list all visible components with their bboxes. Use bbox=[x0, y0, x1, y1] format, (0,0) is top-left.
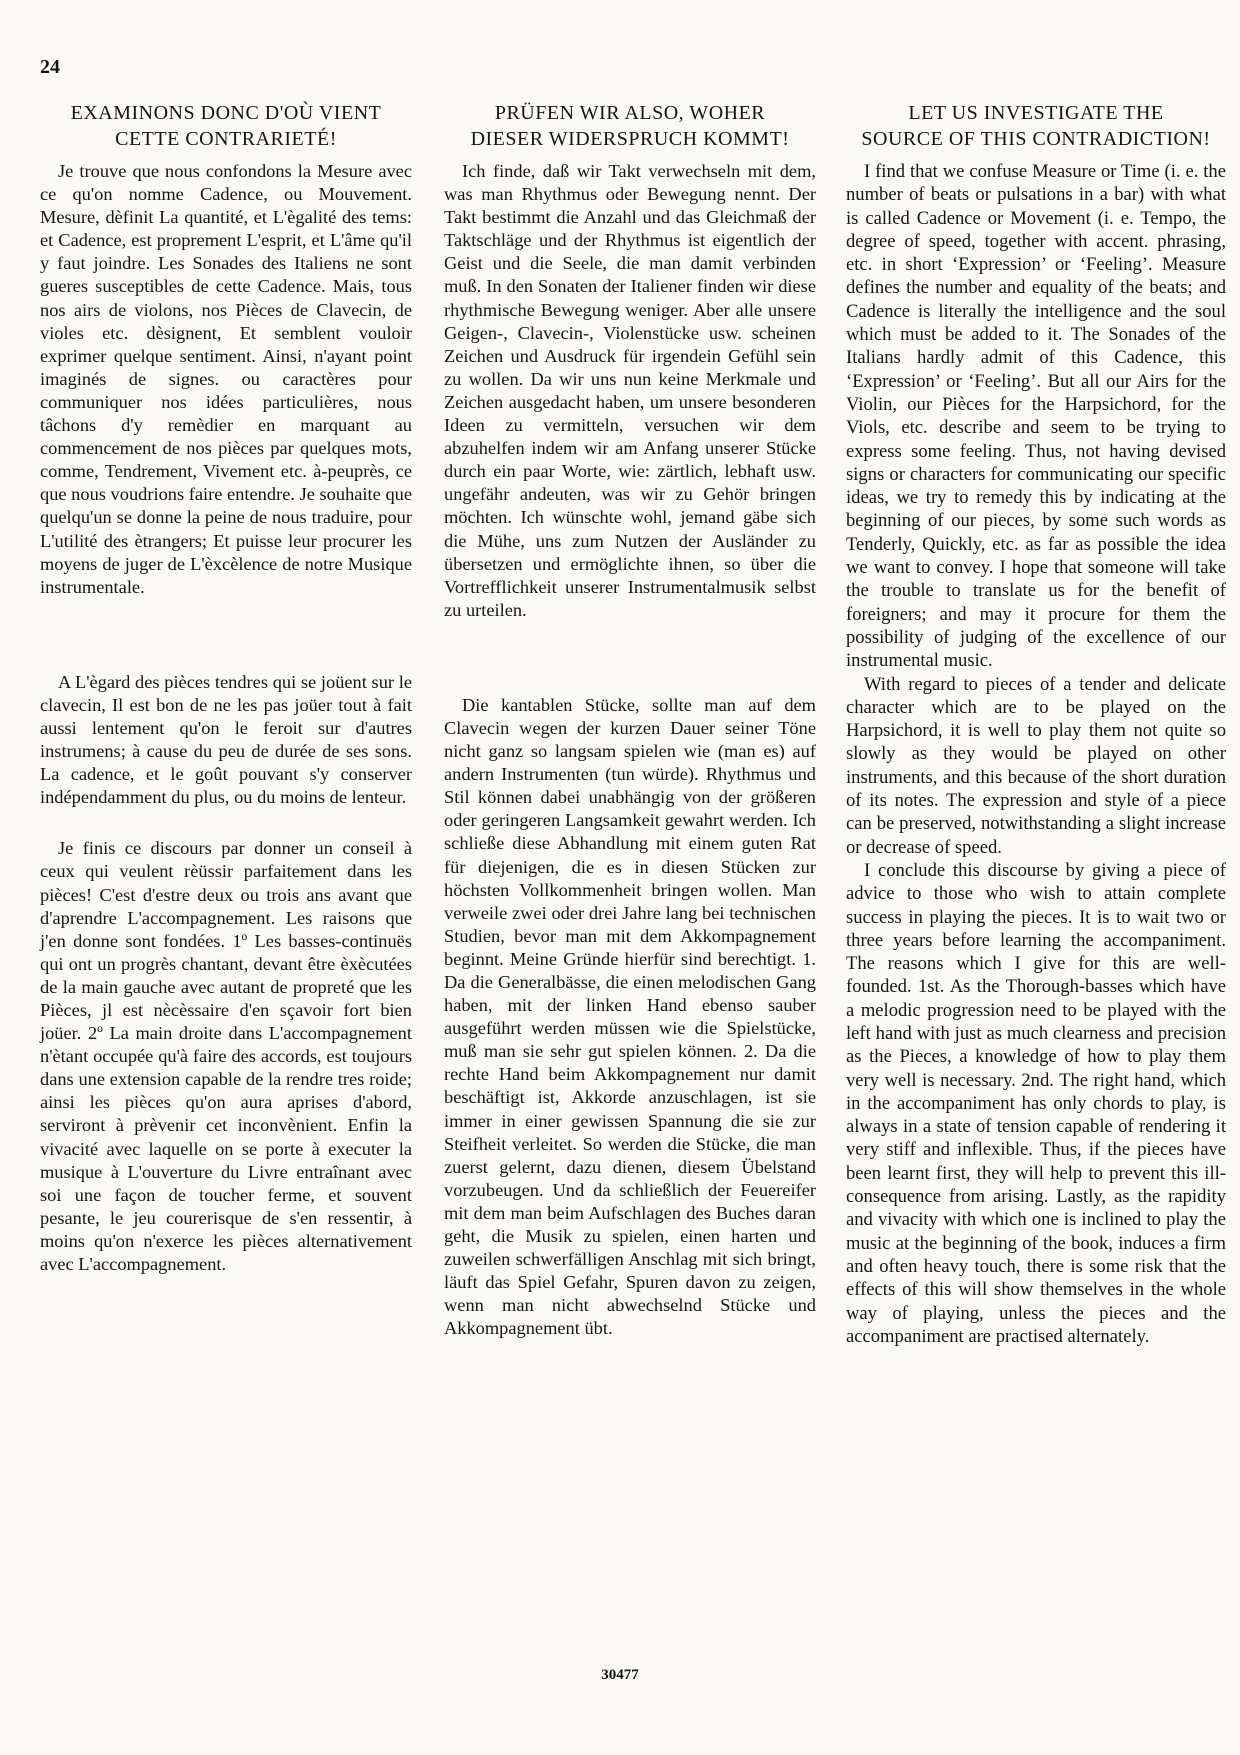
french-heading-line2: CETTE CONTRARIETÉ! bbox=[115, 128, 337, 150]
english-paragraph-3: I conclude this discourse by giving a piece of advice to those who wish to attain complete success in playing the pieces. It is to wait two or three years before learning the accompaniment. The reasons which I give for this are well-founded. 1st. As the Thorough-basses which have a melodic progression need to be played with the left hand with just as much clearness and precision as the Pieces, a knowledge of how to play them very well is necessary. 2nd. The right hand, which in the accompaniment has only chords to play, is always in a state of tension capable of rendering it very stiff and inflexible. Thus, if the pieces have been learnt first, they will help to prevent this ill-consequence from arising. Lastly, as the rapidity and vivacity with which one is inclined to play the music at the beginning of the book, induces a firm and often heavy touch, there is some risk that the effects of this will show themselves in the whole way of playing, unless the pieces and the accompaniment are practised alternately. bbox=[846, 859, 1226, 1347]
french-column bbox=[40, 100, 412, 1276]
english-paragraph-1: I find that we confuse Measure or Time (i. e. the number of beats or pulsations in a bar) with what is called Cadence or Movement (i. e. Tempo, the degree of speed, together with accent. phrasing, etc. in short ‘Expression’ or ‘Feeling’. Measure defines the number and equality of the beats; and Cadence is literally the intelligence and the soul which must be added to it. The Sonades of the Italians hardly admit of this Cadence, this ‘Expression’ or ‘Feeling’. But all our Airs for the Violin, our Pièces for the Harpsichord, for the Viols, etc. describe and seem to be trying to express some feeling. Thus, not having devised signs or characters for communicating our specific ideas, we try to remedy this by indicating at the beginning of our pieces, by some such words as Tenderly, Quickly, etc. as far as possible the idea we want to convey. I hope that someone will take the trouble to translate us for the benefit of foreigners; and may it procure for them the possibility of judging of the excellence of our instrumental music. bbox=[846, 161, 1226, 672]
french-heading-line1: EXAMINONS DONC D'OÙ VIENT bbox=[70, 102, 382, 124]
english-paragraph-2: With regard to pieces of a tender and delicate character which are to be played on the Harpsichord, it is well to play them not quite so slowly as they would be played on other instruments, and this because of the short duration of its notes. The expression and style of a piece can be preserved, notwithstanding a slight increase or decrease of speed. bbox=[846, 673, 1226, 858]
plate-number: 30477 bbox=[601, 1667, 639, 1683]
english-heading bbox=[846, 100, 1226, 152]
french-paragraph-2: A L'ègard des pièces tendres qui se joüent sur le clavecin, Il est bon de ne les pas joüer tout à fait aussi lentement qu'on le feroit sur d'autres instrumens; à cause du peu de durée de ses sons. La cadence, et le goût pouvant s'y conserver indépendamment du plus, ou du moins de lenteur. bbox=[40, 671, 412, 808]
english-column bbox=[846, 100, 1226, 1348]
german-paragraph-2: Die kantablen Stücke, sollte man auf dem Clavecin wegen der kurzen Dauer seiner Töne nicht ganz so langsam spielen wie (man es) auf andern Instrumenten (tun würde). Rhythmus und Stil können dabei unabhängig von der größeren oder geringeren Langsamkeit gewahrt werden. Ich schließe diese Abhandlung mit einem guten Rat für diejenigen, die es in diesen Stücken zur höchsten Vollkommenheit bringen wollen. Man verweile zwei oder drei Jahre lang bei technischen Studien, bevor man mit dem Akkompagnement beginnt. Meine Gründe hierfür sind berechtigt. 1. Da die Generalbässe, die einen melodischen Gang haben, mit der linken Hand ebenso sauber ausgeführt werden müssen wie die Spielstücke, muß man sie sehr gut spielen können. 2. Da die rechte Hand beim Akkompagnement nur damit beschäftigt ist, Akkorde anzuschlagen, ist sie immer in einer gewissen Spannung die sie zur Steifheit verleitet. So werden die Stücke, die man zuerst gelernt, dazu dienen, diesem Übelstand vorzubeugen. Und da schließlich der Feuereifer mit dem man beim Aufschlagen des Buches daran geht, die Musik zu spielen, einen harten und zuweilen schwerfälligen Anschlag mit sich bringt, läuft das Spiel Gefahr, Spuren davon zu zeigen, wenn man nicht abwechselnd Stücke und Akkompagnement übt. bbox=[444, 694, 816, 1339]
page-number: 24 bbox=[40, 56, 60, 78]
french-heading bbox=[40, 100, 412, 152]
english-heading-line1: LET US INVESTIGATE THE bbox=[908, 102, 1164, 124]
german-column bbox=[444, 100, 816, 1341]
german-heading-line2: DIESER WIDERSPRUCH KOMMT! bbox=[470, 128, 790, 150]
french-paragraph-3: Je finis ce discours par donner un conseil à ceux qui veulent rèüssir parfaitement dans les pièces! C'est d'estre deux ou trois ans avant que d'aprendre L'accompagnement. Les raisons que j'en donne sont fondées. 1º Les basses-continuës qui ont un progrès chantant, devant être èxècutées de la main gauche avec autant de propreté que les Pièces, jl est nècèssaire d'en sçavoir fort bien joüer. 2º La main droite dans L'accompagnement n'ètant occupée qu'à faire des accords, est toujours dans une extension capable de la rendre tres roide; ainsi les pièces qu'on aura aprises d'abord, serviront à prèvenir cet inconvènient. Enfin la vivacité avec laquelle on se porte à executer la musique à L'ouverture du Livre entraînant avec soi une façon de toucher ferme, et souvent pesante, le jeu courerisque de s'en ressentir, à moins qu'on n'exerce les pièces alternativement avec L'accompagnement. bbox=[40, 838, 412, 1275]
german-heading-line1: PRÜFEN WIR ALSO, WOHER bbox=[494, 102, 766, 124]
german-paragraph-1: Ich finde, daß wir Takt verwechseln mit dem, was man Rhythmus oder Bewegung nennt. Der Takt bestimmt die Anzahl und das Gleichmaß der Taktschläge und der Rhythmus ist eigentlich der Geist und die Seele, die man damit verbinden muß. In den Sonaten der Italiener finden wir diese rhythmische Bewegung weniger. Aber alle unsere Geigen-, Clavecin-, Violenstücke usw. scheinen Zeichen und Ausdruck für irgendein Gefühl sein zu wollen. Da wir uns nun keine Merkmale und Zeichen ausgedacht haben, um unsere besonderen Ideen zu vermitteln, versuchen wir dem abzuhelfen indem wir am Anfang unserer Stücke durch ein paar Worte, wie: zärtlich, lebhaft usw. ungefähr andeuten, was wir zu Gehör bringen möchten. Ich wünschte wohl, jemand gäbe sich die Mühe, uns zum Nutzen der Ausländer zu übersetzen und ermöglichte ihnen, so über die Vortrefflichkeit unserer Instrumentalmusik selbst zu urteilen. bbox=[444, 161, 816, 620]
french-paragraph-1: Je trouve que nous confondons la Mesure avec ce qu'on nomme Cadence, ou Mouvement. Mesure, dèfinit La quantité, et L'ègalité des tems: et Cadence, est proprement L'esprit, et L'âme qu'il y faut joindre. Les Sonades des Italiens ne sont gueres susceptibles de cette Cadence. Mais, tous nos airs de violons, nos Pièces de Clavecin, de violes etc. dèsignent, Et semblent vouloir exprimer quelque sentiment. Ainsi, n'ayant point imaginés de signes. ou caractères pour communiquer nos idées particulières, nous tâchons d'y remèdier en marquant au commencement de nos pièces par quelques mots, comme, Tendrement, Vivement etc. à-peuprès, ce que nous voudrions faire entendre. Je souhaite que quelqu'un se donne la peine de nous traduire, pour L'utilité des ètrangers; Et puisse leur procurer les moyens de juger de L'èxcèlence de notre Musique instrumentale. bbox=[40, 161, 412, 597]
german-heading bbox=[444, 100, 816, 152]
english-heading-line2: SOURCE OF THIS CONTRADICTION! bbox=[861, 128, 1211, 150]
